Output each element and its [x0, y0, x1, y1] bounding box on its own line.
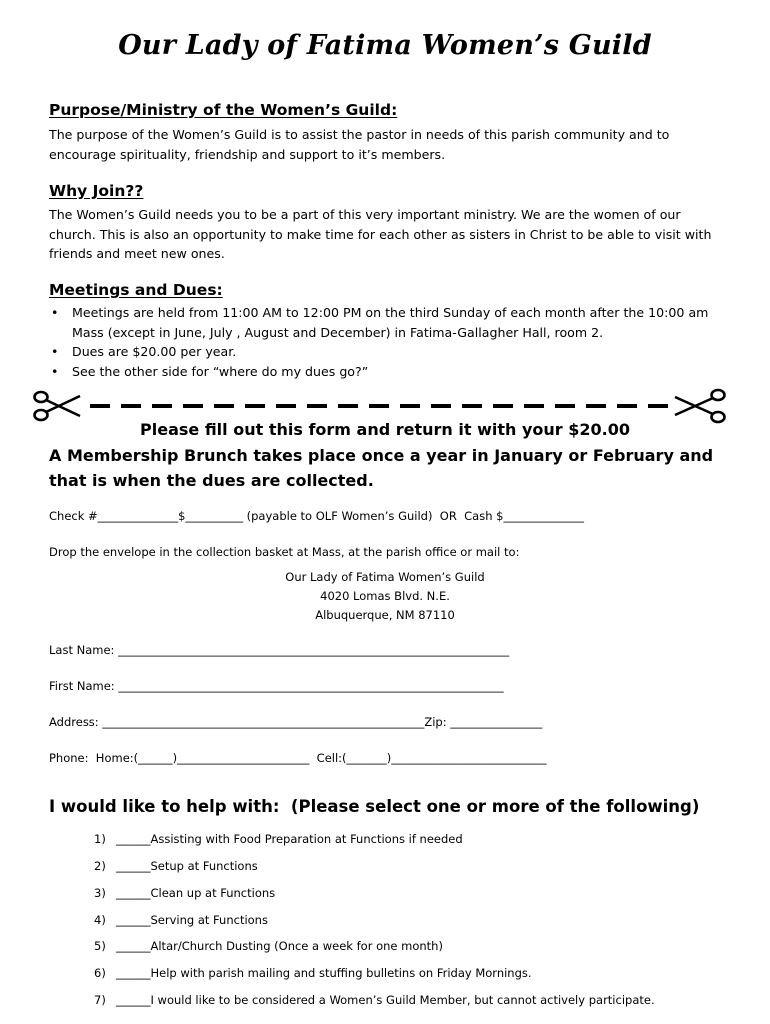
- first-name-field: First Name: ___________________________________________________________________: [49, 679, 504, 693]
- option-number: 7): [94, 993, 106, 1007]
- purpose-text: The purpose of the Women’s Guild is to assist the pastor in needs of this parish community and to encourage spirituality, friendship and support to it’s members.: [49, 127, 670, 162]
- help-option: [94, 832, 463, 846]
- why-join-text: The Women’s Guild needs you to be a part of this very important ministry. We are the women of our church. This is also an opportunity to make time for each other as sisters in Christ to be able to visit with friends and meet new ones.: [49, 207, 712, 261]
- option-number: 2): [94, 859, 106, 873]
- scissors-icon: [35, 392, 81, 420]
- mailing-address-city: Albuquerque, NM 87110: [315, 608, 455, 622]
- phone-field: Phone: Home:(______)_______________________ Cell:(_______)___________________________: [49, 751, 547, 765]
- list-item: • Dues are $20.00 per year.: [49, 342, 729, 362]
- option-text: ______Assisting with Food Preparation at Functions if needed: [116, 832, 463, 846]
- help-option: [94, 886, 275, 900]
- help-heading: I would like to help with: (Please select one or more of the following): [49, 797, 700, 816]
- brunch-note: A Membership Brunch takes place once a year in January or February and that is when the dues are collected.: [49, 446, 714, 490]
- meetings-heading: Meetings and Dues:: [49, 281, 223, 299]
- last-name-field: Last Name: ____________________________________________________________________: [49, 643, 510, 657]
- purpose-heading: Purpose/Ministry of the Women’s Guild:: [49, 101, 398, 119]
- scissors-icon: [675, 390, 725, 422]
- address-field: Address: ________________________________________________________Zip: ________________: [49, 715, 543, 729]
- why-join-heading: Why Join??: [49, 182, 144, 200]
- mailing-address-street: 4020 Lomas Blvd. N.E.: [320, 589, 450, 603]
- payment-line: Check #______________$__________ (payable to OLF Women’s Guild) OR Cash $______________: [49, 509, 584, 523]
- option-text: ______I would like to be considered a Women’s Guild Member, but cannot actively participate.: [116, 993, 655, 1007]
- list-item: • See the other side for “where do my dues go?”: [49, 362, 729, 382]
- option-text: ______Clean up at Functions: [116, 886, 276, 900]
- option-text: ______Serving at Functions: [116, 913, 268, 927]
- option-number: 3): [94, 886, 106, 900]
- form-heading: Please fill out this form and return it with your $20.00: [140, 420, 630, 439]
- help-option: [94, 966, 532, 980]
- help-option: [94, 859, 258, 873]
- option-number: 4): [94, 913, 106, 927]
- option-number: 6): [94, 966, 106, 980]
- mailing-address-name: Our Lady of Fatima Women’s Guild: [285, 570, 485, 584]
- option-text: ______Setup at Functions: [116, 859, 258, 873]
- help-option: [94, 993, 655, 1007]
- option-text: ______Altar/Church Dusting (Once a week for one month): [116, 939, 443, 953]
- page-title: Our Lady of Fatima Women’s Guild: [118, 30, 652, 61]
- meetings-list: [49, 303, 729, 381]
- list-item: • Meetings are held from 11:00 AM to 12:00 PM on the third Sunday of each month after the 10:00 am Mass (except in June, July , August and December) in Fatima-Gallagher Hall, room 2.: [49, 303, 729, 342]
- option-number: 5): [94, 939, 106, 953]
- option-number: 1): [94, 832, 106, 846]
- help-option: [94, 913, 268, 927]
- option-text: ______Help with parish mailing and stuffing bulletins on Friday Mornings.: [116, 966, 532, 980]
- help-option: [94, 939, 443, 953]
- drop-off-instructions: Drop the envelope in the collection basket at Mass, at the parish office or mail to:: [49, 545, 520, 559]
